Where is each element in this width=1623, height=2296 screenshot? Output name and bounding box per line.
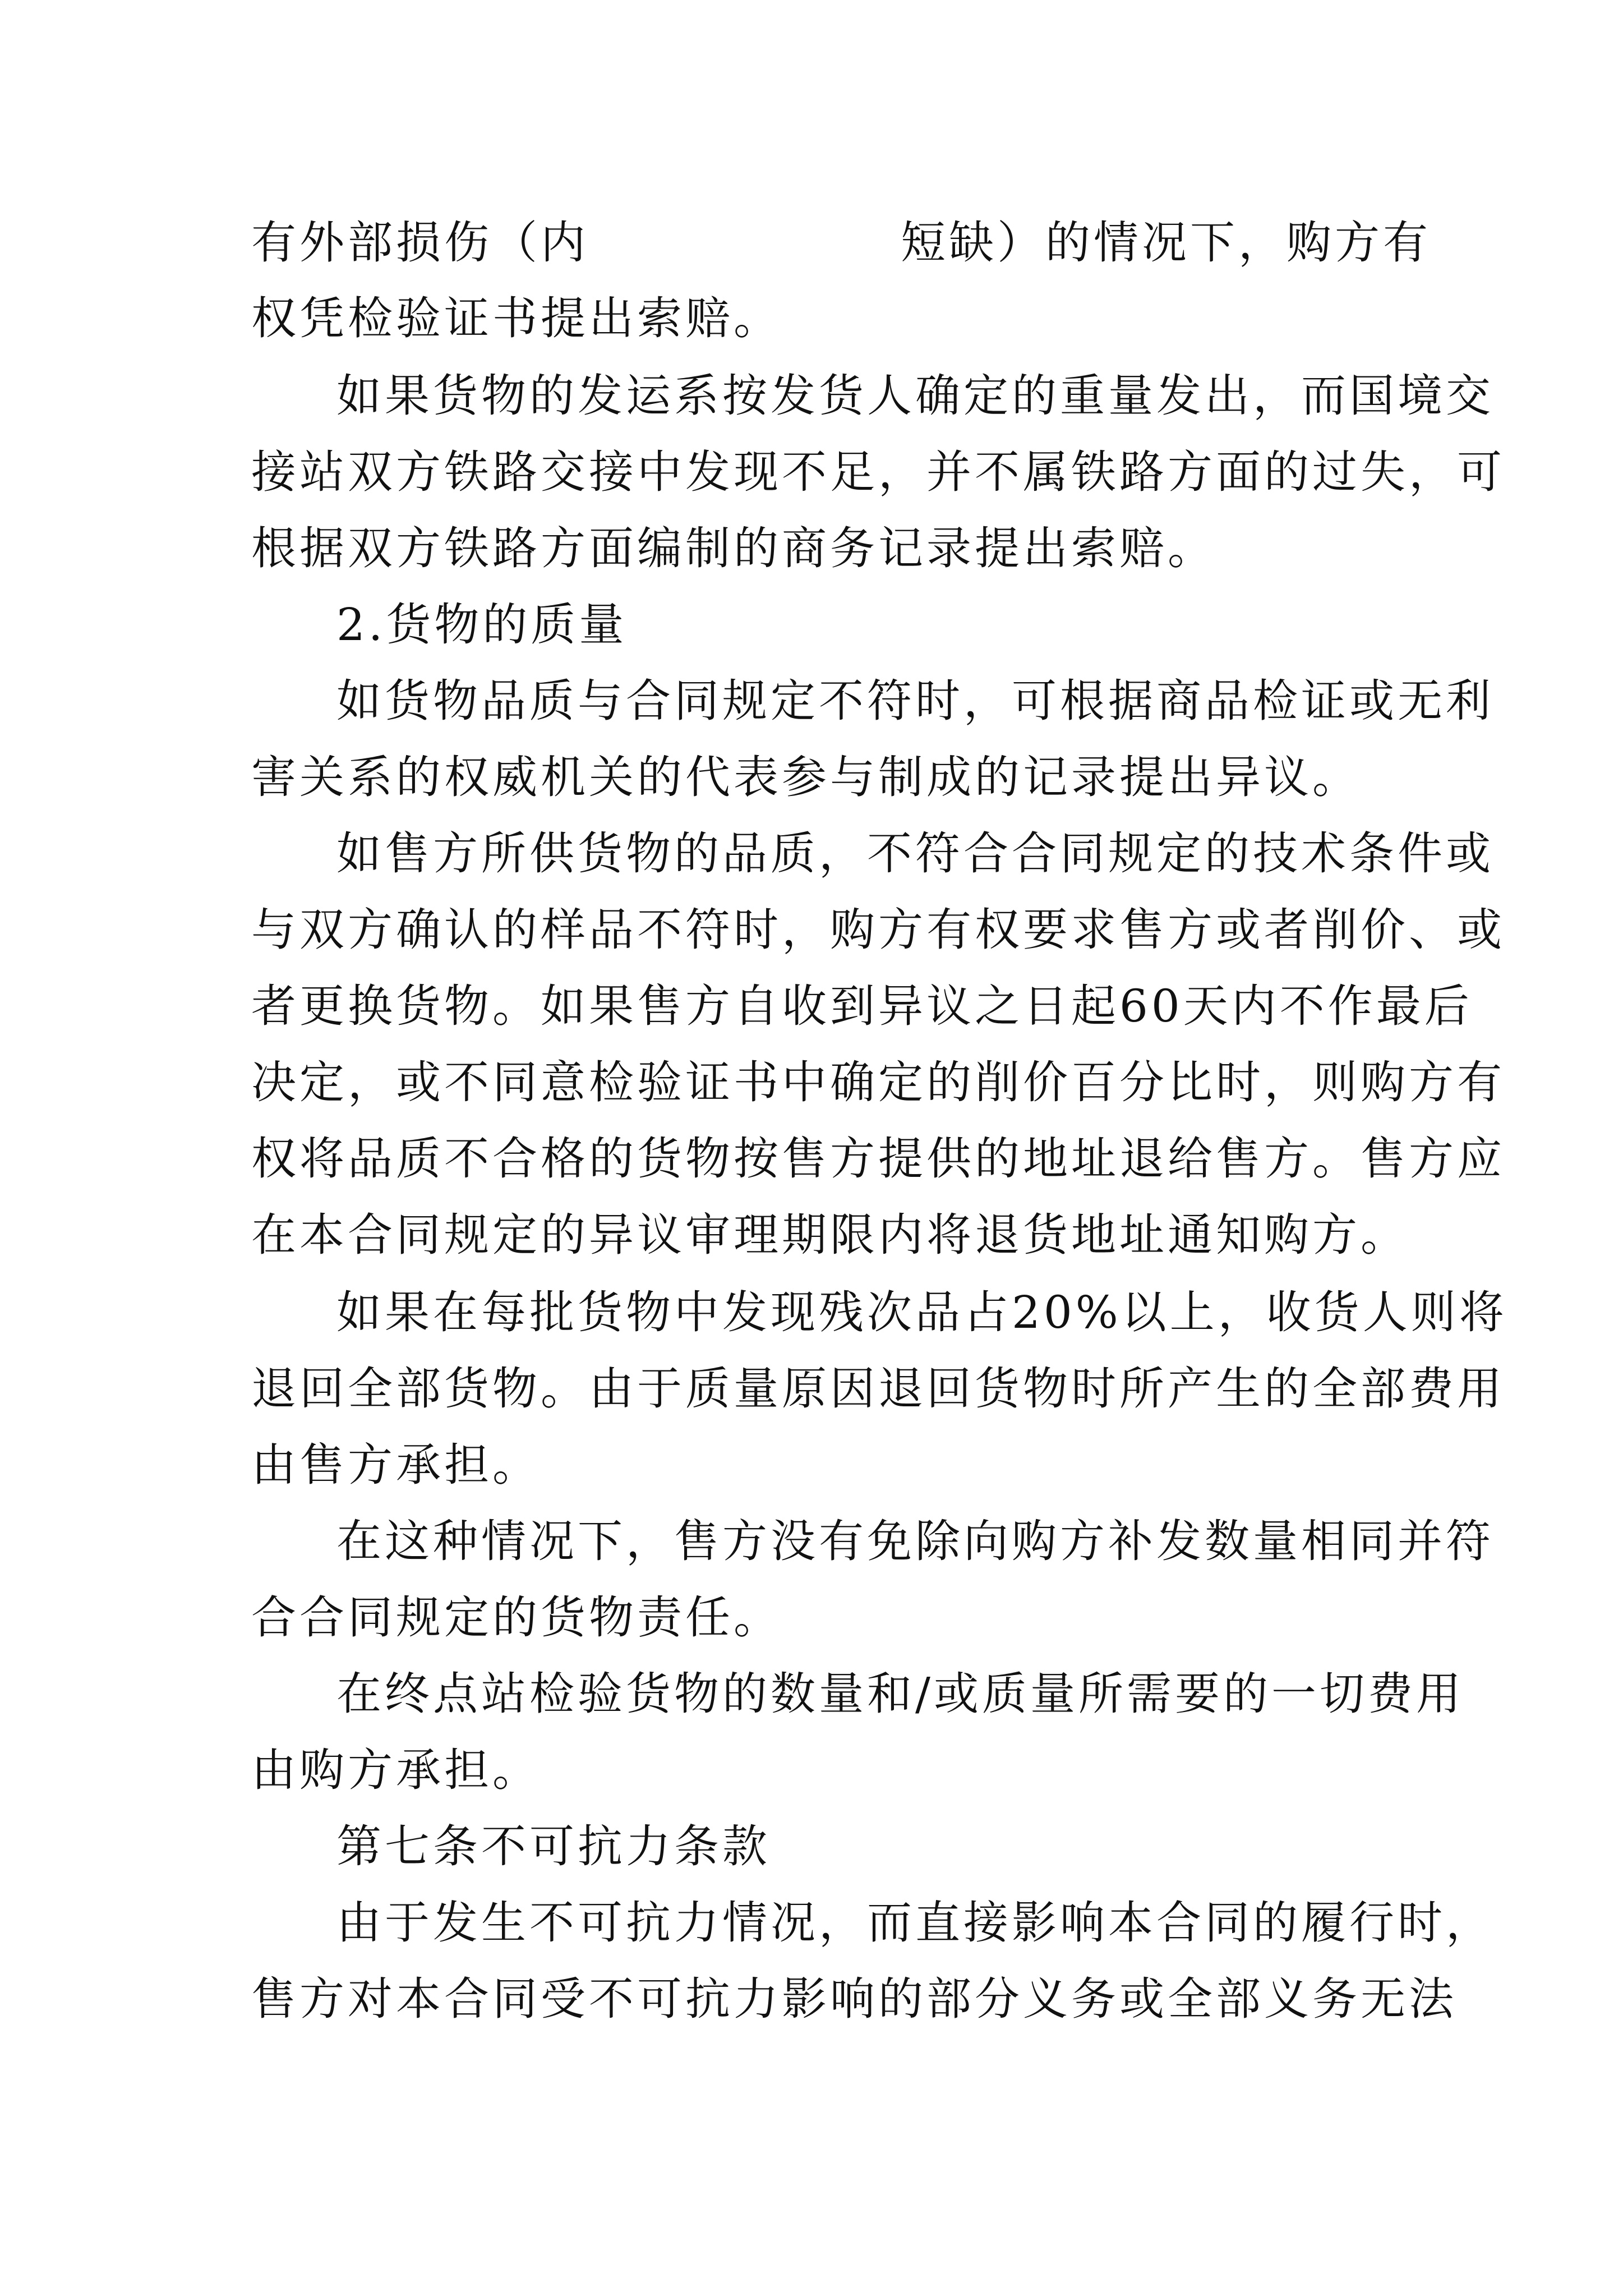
text-line: 由购方承担。 (251, 1744, 541, 1796)
text-line: 根据双方铁路方面编制的商务记录提出索赔。 (251, 522, 1216, 574)
text-line: 在本合同规定的异议审理期限内将退货地址通知购方。 (251, 1209, 1409, 1261)
article-heading: 第七条不可抗力条款 (336, 1820, 771, 1872)
paragraph-start-line: 在终点站检验货物的数量和/或质量所需要的一切费用 (336, 1668, 1464, 1720)
paragraph-start-line: 由于发生不可抗力情况，而直接影响本合同的履行时， (336, 1897, 1494, 1949)
paragraph-start-line: 如售方所供货物的品质，不符合合同规定的技术条件或 (336, 827, 1494, 880)
text-line: 退回全部货物。由于质量原因退回货物时所产生的全部费用 (251, 1363, 1505, 1415)
text-line: 售方对本合同受不可抗力影响的部分义务或全部义务无法 (251, 1973, 1457, 2025)
text-line: 与双方确认的样品不符时，购方有权要求售方或者削价、或 (251, 904, 1505, 956)
paragraph-start-line: 如果在每批货物中发现残次品占20%以上，收货人则将 (336, 1286, 1507, 1338)
text-line: 决定，或不同意检验证书中确定的削价百分比时，则购方有 (251, 1056, 1505, 1108)
text-line: 由售方承担。 (251, 1439, 541, 1491)
text-line: 害关系的权威机关的代表参与制成的记录提出异议。 (251, 751, 1361, 803)
paragraph-start-line: 如果货物的发运系按发货人确定的重量发出，而国境交 (336, 370, 1494, 422)
section-heading: 2.货物的质量 (336, 599, 628, 651)
text-line: 合合同规定的货物责任。 (251, 1591, 782, 1644)
text-line: 接站双方铁路交接中发现不足，并不属铁路方面的过失，可 (251, 446, 1505, 498)
paragraph-start-line: 如货物品质与合同规定不符时，可根据商品检证或无利 (336, 675, 1494, 727)
text-line-1-right: 短缺）的情况下，购方有 (901, 217, 1431, 269)
text-line: 权将品质不合格的货物按售方提供的地址退给售方。售方应 (251, 1133, 1505, 1185)
text-line: 者更换货物。如果售方自收到异议之日起60天内不作最后 (251, 980, 1473, 1032)
text-line-1-left: 有外部损伤（内 (251, 217, 589, 269)
paragraph-start-line: 在这种情况下，售方没有免除向购方补发数量相同并符 (336, 1515, 1494, 1567)
text-line-2: 权凭检验证书提出索赔。 (251, 292, 782, 344)
